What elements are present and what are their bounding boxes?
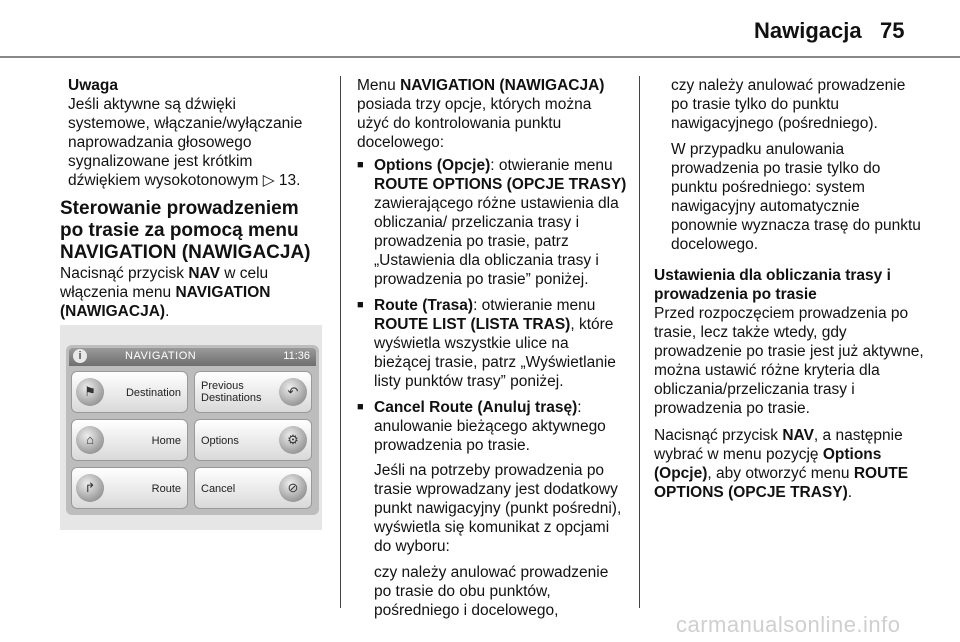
label-line: Destinations	[201, 392, 262, 404]
text-run-bold: NAVIGATION (NAWIGACJA)	[60, 284, 271, 320]
destination-label: Destination	[125, 387, 181, 399]
nav-clock: 11:36	[283, 350, 310, 362]
list-item-route	[357, 296, 627, 391]
note-block	[60, 76, 322, 190]
cancel-label: Cancel	[201, 483, 236, 495]
text-run: posiada trzy opcje, których można użyć do kontrolowania punktu docelowego:	[357, 96, 592, 151]
column-divider-2	[639, 76, 640, 608]
route-settings-text: Przed rozpoczęciem prowadzenia po trasie, lecz także wtedy, gdy prowadzenie po trasie jest już aktywne, można ustawić różne kryteria dla obliczania/przeliczania trasy i prowadzenia po trasie.	[654, 305, 924, 417]
navigation-screenshot	[60, 325, 322, 530]
previous-destinations-button[interactable]	[194, 371, 312, 413]
text-run: zawierającego różne ustawienia dla obliczania/ przeliczania trasy i prowadzenia po trasie, patrz „Ustawienia dla obliczania trasy i prowadzenia po trasie” poniżej.	[374, 195, 619, 288]
text-run: , a następnie wybrać w menu pozycję	[654, 427, 903, 463]
column-divider-1	[340, 76, 341, 608]
note-text	[68, 95, 322, 190]
text-run: , które wyświetla wszystkie ulice na bieżącej trasie, patrz „Wyświetlanie listy punktów trasy” poniżej.	[374, 316, 616, 390]
cancel-route-detail-1: Jeśli na potrzeby prowadzenia po trasie wprowadzany jest dodatkowy punkt nawigacyjny (punkt pośredni), wyświetla się komunikat z opcjami do wyboru:	[374, 462, 622, 555]
info-icon[interactable]: i	[73, 349, 87, 363]
text-run: , aby otworzyć menu	[707, 465, 854, 482]
history-arrow-icon: ↶	[279, 378, 307, 406]
cancel-route-detail-4: W przypadku anulowania prowadzenia po trasie tylko do punktu pośredniego: system nawigacyjny automatycznie ponownie wyznacza trasę do punktu docelowego.	[671, 141, 921, 253]
text-run: Nacisnąć przycisk	[60, 265, 189, 282]
text-run-bold: ROUTE OPTIONS (OPCJE TRASY)	[654, 465, 909, 501]
menu-options-list	[357, 156, 627, 455]
label-line: Previous	[201, 380, 244, 392]
nav-screen	[66, 345, 319, 515]
options-button[interactable]	[194, 419, 312, 461]
text-run: : otwieranie menu	[490, 157, 613, 174]
route-button[interactable]	[71, 467, 188, 509]
cancel-icon: ⊘	[279, 474, 307, 502]
text-run-bold: Cancel Route (Anuluj trasę)	[374, 399, 578, 416]
list-item-cancel-route	[357, 398, 627, 455]
text-run-bold: Options (Opcje)	[374, 157, 491, 174]
home-label: Home	[151, 435, 181, 447]
note-page-ref: 13.	[274, 172, 301, 189]
cancel-route-detail-3: czy należy anulować prowadzenie po trasie tylko do punktu nawigacyjnego (pośredniego).	[671, 77, 906, 132]
column-1	[60, 76, 322, 329]
options-label: Options	[201, 435, 239, 447]
home-button[interactable]	[71, 419, 188, 461]
nav-title-bar	[69, 348, 316, 366]
nav-button-instruction	[60, 264, 322, 321]
cancel-route-detail-2: czy należy anulować prowadzenie po trasie do obu punktów, pośredniego i docelowego,	[374, 564, 609, 619]
note-title: Uwaga	[68, 77, 118, 94]
header-rule	[0, 56, 960, 58]
text-run-bold: NAV	[188, 265, 220, 282]
watermark: carmanualsonline.info	[676, 612, 901, 637]
previous-destinations-label	[201, 380, 262, 404]
column-2	[357, 76, 627, 627]
nav-title: NAVIGATION	[125, 350, 197, 362]
cancel-button[interactable]	[194, 467, 312, 509]
text-run-bold: NAV	[782, 427, 814, 444]
gear-icon: ⚙	[279, 426, 307, 454]
page-number: 75	[880, 18, 905, 43]
text-run: .	[847, 484, 853, 501]
section-heading: Sterowanie prowadzeniem po trasie za pomocą menu NAVIGATION (NAWIGACJA)	[60, 198, 311, 263]
column-3	[654, 76, 924, 510]
text-run-bold: Route (Trasa)	[374, 297, 474, 314]
route-label: Route	[151, 483, 181, 495]
route-arrow-icon: ↱	[76, 474, 104, 502]
text-run: .	[165, 303, 170, 320]
text-run: : otwieranie menu	[473, 297, 596, 314]
text-run: Nacisnąć przycisk	[654, 427, 783, 444]
text-run: Menu	[357, 77, 401, 94]
menu-intro	[357, 76, 627, 152]
options-instruction	[654, 426, 924, 502]
home-icon: ⌂	[76, 426, 104, 454]
text-run-bold: Options (Opcje)	[654, 446, 882, 482]
text-run-bold: ROUTE LIST (LISTA TRAS)	[374, 316, 571, 333]
text-run-bold: NAVIGATION (NAWIGACJA)	[400, 77, 605, 94]
page-ref-arrow-icon: ▷	[262, 172, 275, 189]
list-item-options	[357, 156, 627, 289]
text-run: w celu włączenia menu	[60, 265, 269, 301]
destination-button[interactable]	[71, 371, 188, 413]
text-run-bold: ROUTE OPTIONS (OPCJE TRASY)	[374, 176, 627, 193]
route-settings-heading: Ustawienia dla obliczania trasy i prowadzenia po trasie	[654, 267, 891, 303]
text-run: : anulowanie bieżącego aktywnego prowadzenia po trasie.	[374, 399, 606, 454]
note-body: Jeśli aktywne są dźwięki systemowe, włączanie/wyłączanie naprowadzania głosowego sygnalizowane jest krótkim dźwiękiem wysokotonowym	[68, 96, 303, 189]
page-header-title: Nawigacja	[754, 18, 862, 43]
checkered-flag-icon: ⚑	[76, 378, 104, 406]
